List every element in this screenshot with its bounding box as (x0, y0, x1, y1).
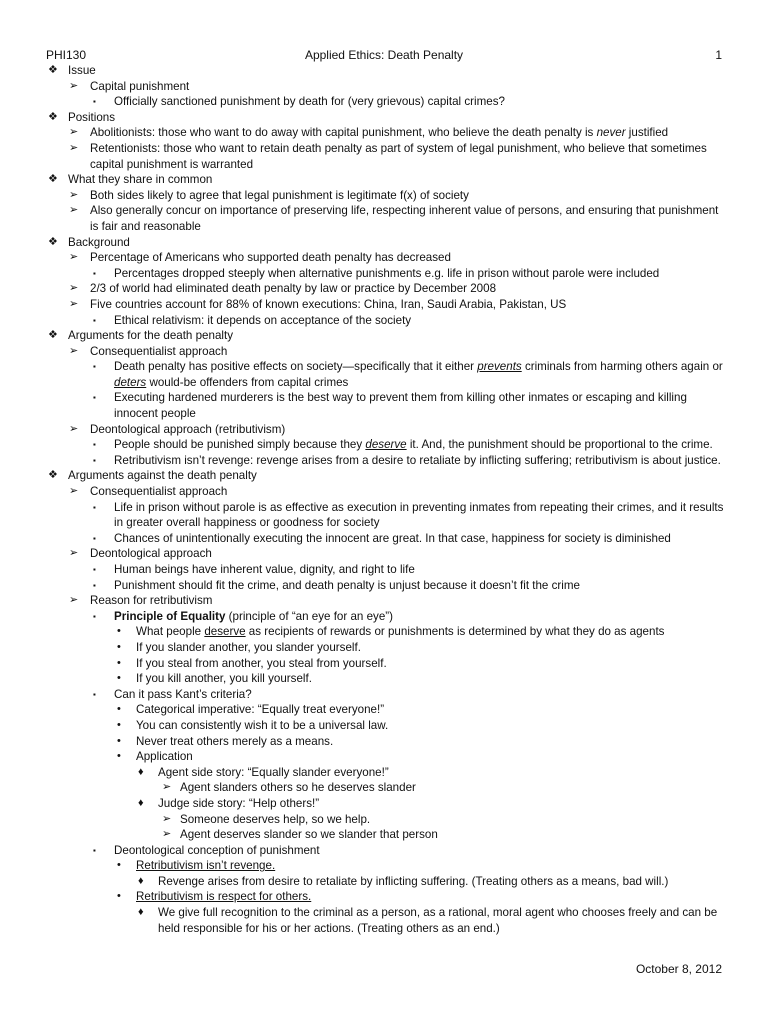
text-run: Never treat others merely as a means. (136, 734, 334, 748)
outline-line (46, 796, 726, 812)
text-run: You can consistently wish it to be a universal law. (136, 718, 389, 732)
outline-line (46, 749, 726, 765)
outline-text (90, 141, 726, 172)
bullet-icon: ➢ (69, 188, 79, 201)
outline-text (114, 609, 726, 625)
bullet-icon: • (117, 640, 121, 653)
text-run: Officially sanctioned punishment by death for (very grievous) capital crimes? (114, 95, 505, 109)
course-code: PHI130 (46, 48, 87, 62)
outline-line (46, 562, 726, 578)
outline-text (114, 531, 726, 547)
outline-line (46, 546, 726, 562)
text-run: If you slander another, you slander yourself. (136, 640, 361, 654)
outline-line (46, 858, 726, 874)
outline-text (90, 344, 726, 360)
text-run: Deontological conception of punishment (114, 843, 320, 857)
bullet-icon: ➢ (69, 485, 79, 498)
bullet-icon: • (117, 750, 121, 763)
text-run: Judge side story: “Help others!” (158, 796, 320, 810)
bullet-icon: ➢ (69, 204, 79, 217)
outline-text (136, 858, 726, 874)
bullet-icon: ➢ (69, 344, 79, 357)
bullet-icon: ♦ (138, 765, 144, 778)
outline-text (90, 281, 726, 297)
outline-line (46, 687, 726, 703)
outline-text (136, 624, 726, 640)
outline-text (114, 500, 726, 531)
bullet-icon: • (117, 734, 121, 747)
text-run: What people (136, 625, 205, 639)
outline-line (46, 79, 726, 95)
outline-line (46, 812, 726, 828)
outline-text (114, 578, 726, 594)
text-run: never (596, 126, 626, 140)
text-run: Executing hardened murderers is the best way to prevent them from killing other inmates or escaping and killing innocent people (114, 391, 687, 421)
outline-text (90, 593, 726, 609)
bullet-icon: ▪ (93, 580, 96, 590)
outline-line (46, 609, 726, 625)
text-run: deserve (365, 438, 407, 452)
outline-line (46, 266, 726, 282)
bullet-icon: ❖ (48, 173, 58, 186)
bullet-icon: ❖ (48, 235, 58, 248)
text-run: If you steal from another, you steal from yourself. (136, 656, 387, 670)
outline-text (114, 562, 726, 578)
outline-text (136, 702, 726, 718)
bullet-icon: ➢ (69, 251, 79, 264)
bullet-icon: ▪ (93, 97, 96, 107)
outline-text (90, 79, 726, 95)
text-run: Both sides likely to agree that legal punishment is legitimate f(x) of society (90, 188, 469, 202)
text-run: Also generally concur on importance of preserving life, respecting inherent value of persons, and ensuring that punishment is fair and reasonable (90, 204, 719, 233)
text-run: Abolitionists: those who want to do away with capital punishment, who believe the death penalty is (90, 126, 597, 140)
outline-line (46, 172, 726, 188)
outline-text (90, 484, 726, 500)
document-title: Applied Ethics: Death Penalty (304, 48, 464, 62)
text-run: Percentage of Americans who supported death penalty has decreased (90, 251, 451, 265)
outline-text (68, 110, 726, 126)
outline-text (158, 905, 726, 936)
text-run: Positions (68, 110, 116, 124)
outline-line (46, 656, 726, 672)
outline-line (46, 671, 726, 687)
outline-line (46, 437, 726, 453)
text-run: Arguments for the death penalty (68, 329, 233, 343)
outline-text (114, 313, 726, 329)
outline-line (46, 905, 726, 936)
text-run: Retributivism isn’t revenge. (136, 859, 276, 873)
outline-line (46, 63, 726, 79)
outline-text (68, 172, 726, 188)
outline-text (180, 812, 726, 828)
outline-text (114, 390, 726, 421)
outline-line (46, 500, 726, 531)
outline-line (46, 734, 726, 750)
outline-text (136, 734, 726, 750)
bullet-icon: ♦ (138, 874, 144, 887)
text-run: criminals from harming others again or (521, 360, 723, 374)
text-run: Retentionists: those who want to retain death penalty as part of system of legal punishment, who believe that sometimes capital punishment is warranted (90, 141, 707, 171)
bullet-icon: ▪ (93, 440, 96, 450)
text-run: Agent deserves slander so we slander that person (180, 828, 438, 842)
bullet-icon: • (117, 672, 121, 685)
outline-line (46, 390, 726, 421)
outline-line (46, 874, 726, 890)
text-run: Deontological approach (retributivism) (90, 422, 286, 436)
outline-text (180, 827, 726, 843)
outline-text (158, 796, 726, 812)
bullet-icon: ➢ (69, 282, 79, 295)
outline-text (136, 889, 726, 905)
bullet-icon: ➢ (162, 828, 172, 841)
outline-line (46, 281, 726, 297)
bullet-icon: ➢ (162, 781, 172, 794)
outline-line (46, 468, 726, 484)
text-run: Capital punishment (90, 79, 190, 93)
text-run: it. And, the punishment should be proportional to the crime. (406, 438, 713, 452)
bullet-icon: ➢ (69, 126, 79, 139)
text-run: prevents (477, 360, 522, 374)
outline-line (46, 827, 726, 843)
bullet-icon: ▪ (93, 315, 96, 325)
outline-line (46, 422, 726, 438)
bullet-icon: • (117, 656, 121, 669)
bullet-icon: • (117, 703, 121, 716)
outline-line (46, 624, 726, 640)
outline-text (114, 843, 726, 859)
text-run: We give full recognition to the criminal as a person, as a rational, moral agent who chooses freely and can be held responsible for his or her actions. (Treating others as an end.) (158, 906, 718, 935)
outline-text (158, 765, 726, 781)
outline-line (46, 359, 726, 390)
bullet-icon: ❖ (48, 64, 58, 76)
bullet-icon: ▪ (93, 268, 96, 278)
text-run: would-be offenders from capital crimes (146, 375, 349, 389)
text-run: Application (136, 750, 193, 764)
text-run: Agent side story: “Equally slander everyone!” (158, 765, 389, 779)
bullet-icon: • (117, 625, 121, 638)
bullet-icon: ➢ (69, 422, 79, 435)
text-run: 2/3 of world had eliminated death penalty by law or practice by December 2008 (90, 282, 497, 296)
outline-line (46, 640, 726, 656)
outline-text (68, 235, 726, 251)
outline-body (46, 63, 726, 936)
outline-line (46, 313, 726, 329)
outline-line (46, 484, 726, 500)
text-run: justified (625, 126, 669, 140)
bullet-icon: ▪ (93, 565, 96, 574)
outline-text (114, 94, 726, 110)
bullet-icon: ▪ (93, 689, 96, 699)
text-run: Can it pass Kant’s criteria? (114, 687, 252, 701)
outline-line (46, 141, 726, 172)
text-run: (principle of “an eye for an eye”) (225, 609, 393, 623)
text-run: deserve (204, 625, 246, 639)
document-date: October 8, 2012 (635, 962, 722, 976)
outline-line (46, 250, 726, 266)
outline-text (136, 718, 726, 734)
outline-text (90, 203, 726, 234)
outline-text (158, 874, 726, 890)
outline-line (46, 531, 726, 547)
text-run: Arguments against the death penalty (68, 469, 257, 483)
text-run: Agent slanders others so he deserves slander (180, 781, 416, 795)
text-run: Issue (68, 64, 96, 77)
bullet-icon: ➢ (69, 547, 79, 560)
outline-line (46, 328, 726, 344)
text-run: Retributivism isn’t revenge: revenge arises from a desire to retaliate by inflicting suffering; retributivism is about justice. (114, 453, 721, 467)
text-run: Principle of Equality (114, 609, 226, 623)
bullet-icon: ▪ (93, 455, 96, 465)
outline-text (136, 671, 726, 687)
bullet-icon: ▪ (93, 362, 96, 372)
bullet-icon: • (117, 718, 121, 731)
outline-text (90, 297, 726, 313)
text-run: Categorical imperative: “Equally treat everyone!” (136, 703, 385, 717)
outline-line (46, 125, 726, 141)
text-run: Revenge arises from desire to retaliate by inflicting suffering. (Treating others as a means, bad will.) (158, 874, 669, 888)
text-run: Ethical relativism: it depends on acceptance of the society (114, 313, 412, 327)
outline-text (90, 125, 726, 141)
text-run: deters (114, 375, 147, 389)
outline-text (90, 422, 726, 438)
text-run: Deontological approach (90, 547, 212, 561)
bullet-icon: ▪ (93, 611, 96, 621)
outline-text (68, 328, 726, 344)
outline-line (46, 593, 726, 609)
outline-line (46, 453, 726, 469)
text-run: Life in prison without parole is as effective as execution in preventing inmates from repeating their crimes, and it results in greater overall happiness or goodness for society (114, 500, 724, 530)
text-run: as recipients of rewards or punishments is determined by what they do as agents (245, 625, 665, 639)
outline-line (46, 203, 726, 234)
text-run: Death penalty has positive effects on society—specifically that it either (114, 360, 478, 374)
outline-text (114, 687, 726, 703)
outline-line (46, 889, 726, 905)
text-run: Consequentialist approach (90, 344, 228, 358)
bullet-icon: ➢ (69, 141, 79, 154)
bullet-icon: ➢ (69, 594, 79, 607)
bullet-icon: ♦ (138, 906, 144, 919)
text-run: What they share in common (68, 173, 213, 187)
text-run: Reason for retributivism (90, 594, 213, 608)
outline-line (46, 344, 726, 360)
outline-text (90, 546, 726, 562)
outline-text (136, 749, 726, 765)
outline-line (46, 578, 726, 594)
text-run: Punishment should fit the crime, and death penalty is unjust because it doesn’t fit the crime (114, 578, 580, 592)
text-run: People should be punished simply because they (114, 438, 366, 452)
outline-line (46, 843, 726, 859)
outline-line (46, 94, 726, 110)
page-number: 1 (715, 48, 722, 62)
text-run: Someone deserves help, so we help. (180, 812, 371, 826)
bullet-icon: ➢ (69, 79, 79, 92)
text-run: Five countries account for 88% of known executions: China, Iran, Saudi Arabia, Pakistan, US (90, 297, 567, 311)
bullet-icon: ♦ (138, 796, 144, 809)
outline-text (180, 780, 726, 796)
outline-text (114, 266, 726, 282)
outline-text (136, 656, 726, 672)
bullet-icon: ▪ (93, 393, 96, 403)
bullet-icon: ▪ (93, 845, 96, 855)
outline-text (136, 640, 726, 656)
text-run: Chances of unintentionally executing the innocent are great. In that case, happiness for society is diminished (114, 531, 671, 545)
outline-text (68, 63, 726, 79)
outline-line (46, 780, 726, 796)
bullet-icon: ▪ (93, 533, 96, 543)
bullet-icon: ❖ (48, 469, 58, 482)
text-run: If you kill another, you kill yourself. (136, 672, 312, 686)
outline-line (46, 718, 726, 734)
bullet-icon: ➢ (162, 812, 172, 825)
outline-text (114, 453, 726, 469)
bullet-icon: ❖ (48, 110, 58, 123)
bullet-icon: ▪ (93, 502, 96, 512)
text-run: Retributivism is respect for others. (136, 890, 312, 904)
bullet-icon: • (117, 859, 121, 872)
bullet-icon: ➢ (69, 297, 79, 310)
bullet-icon: ❖ (48, 329, 58, 342)
outline-line (46, 702, 726, 718)
text-run: Percentages dropped steeply when alternative punishments e.g. life in prison without parole were included (114, 266, 660, 280)
outline-line (46, 765, 726, 781)
text-run: Human beings have inherent value, dignity, and right to life (114, 563, 415, 576)
bullet-icon: • (117, 890, 121, 903)
text-run: Consequentialist approach (90, 485, 228, 499)
outline-text (90, 250, 726, 266)
outline-text (90, 188, 726, 204)
text-run: Background (68, 235, 130, 249)
outline-line (46, 188, 726, 204)
outline-text (114, 359, 726, 390)
outline-line (46, 235, 726, 251)
outline-line (46, 297, 726, 313)
outline-line (46, 110, 726, 126)
outline-text (68, 468, 726, 484)
outline-text (114, 437, 726, 453)
